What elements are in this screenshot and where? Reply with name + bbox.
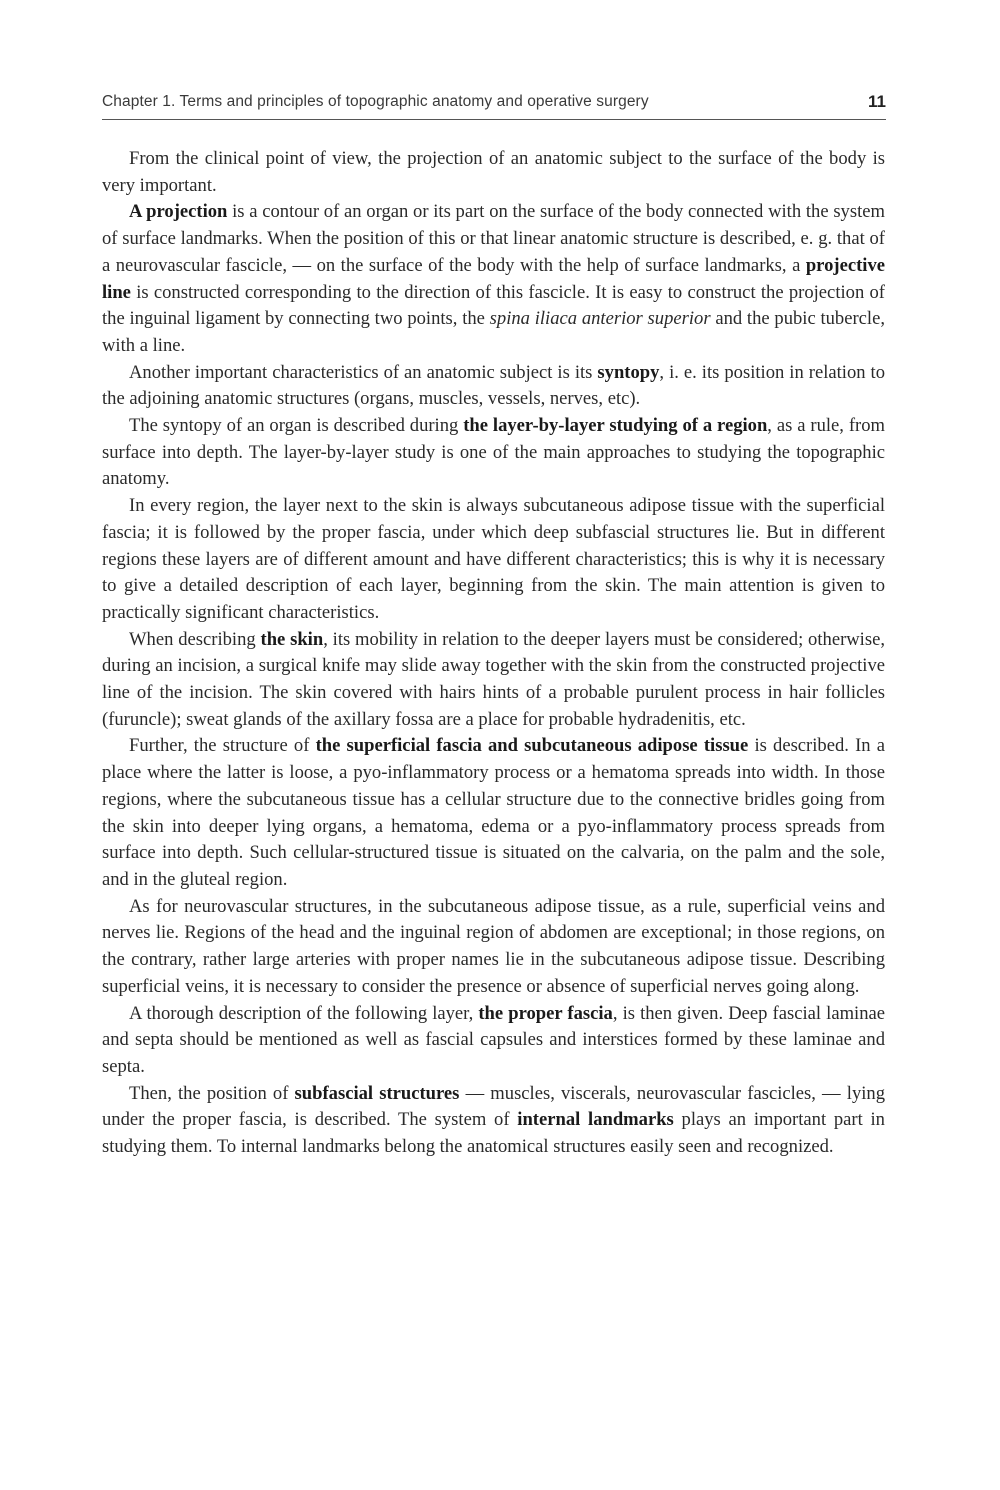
bold-term: the proper fascia	[478, 1002, 613, 1024]
text-run: Then, the position of	[129, 1082, 295, 1104]
bold-term: the skin	[260, 628, 324, 650]
bold-term: subfascial structures	[294, 1082, 460, 1104]
italic-term: spina iliaca anterior superior	[489, 308, 711, 330]
text-run: plays an important part in studying them. To internal landmarks belong the anatomical structures easily seen and recognized.	[102, 1109, 885, 1158]
paragraph	[102, 894, 885, 1001]
bold-term: the layer-by-layer studying of a region	[463, 415, 768, 437]
paragraph	[102, 493, 885, 627]
page-number: 11	[868, 92, 886, 111]
text-run: Another important characteristics of an anatomic subject is its	[129, 361, 598, 383]
paragraph	[102, 360, 885, 413]
text-run: The syntopy of an organ is described during	[129, 415, 464, 437]
paragraph	[102, 1081, 885, 1161]
text-run: — muscles, viscerals, neurovascular fascicles, — lying under the proper fascia, is described. The system of	[102, 1082, 886, 1131]
bold-term: projective line	[102, 254, 885, 303]
bold-term: syntopy	[597, 361, 660, 383]
text-run: , its mobility in relation to the deeper layers must be considered; otherwise, during an incision, a surgical knife may slide away together with the skin from the constructed projective line of the incision. The skin covered with hairs hints of a probable purulent process in hair follicles (furuncle); sweat glands of the axillary fossa are a place for probable hydradenitis, etc.	[102, 628, 885, 730]
text-run: and the pubic tubercle, with a line.	[102, 308, 885, 356]
text-run: , is then given. Deep fascial laminae and septa should be mentioned as well as fascial capsules and interstices formed by these laminae and septa.	[102, 1002, 885, 1077]
text-run: From the clinical point of view, the projection of an anatomic subject to the surface of the body is very important.	[102, 148, 885, 196]
text-run: , as a rule, from surface into depth. The layer-by-layer study is one of the main approaches to studying the topographic anatomy.	[102, 415, 885, 490]
text-run: is constructed corresponding to the direction of this fascicle. It is easy to construct the projection of the inguinal ligament by connecting two points, the	[102, 281, 885, 330]
text-run: As for neurovascular structures, in the subcutaneous adipose tissue, as a rule, superficial veins and nerves lie. Regions of the head and the inguinal region of abdomen are exceptional; in those regions, on the contrary, rather large arteries with proper names lie in the subcutaneous adipose tissue. Describing superficial veins, it is necessary to consider the presence or absence of superficial nerves going along.	[102, 895, 885, 997]
paragraph	[102, 199, 885, 359]
paragraph	[102, 733, 885, 893]
text-run: Further, the structure of	[129, 735, 316, 757]
text-run: is described. In a place where the latter is loose, a pyo-inflammatory process or a hematoma spreads into width. In those regions, where the subcutaneous tissue has a cellular structure due to the connective bridles going from the skin into deeper lying organs, a hematoma, edema or a pyo-inflammatory process spreads from surface into depth. Such cellular-structured tissue is situated on the calvaria, on the palm and the sole, and in the gluteal region.	[102, 735, 885, 890]
text-run: When describing	[129, 628, 261, 650]
bold-term: A projection	[129, 201, 228, 223]
text-run: A thorough description of the following layer,	[129, 1002, 479, 1024]
body-text	[102, 146, 885, 1161]
paragraph	[102, 627, 885, 734]
paragraph	[102, 1001, 885, 1081]
paragraph	[102, 146, 885, 199]
running-title: Chapter 1. Terms and principles of topographic anatomy and operative surgery	[102, 93, 649, 110]
text-run: is a contour of an organ or its part on the surface of the body connected with the system of surface landmarks. When the position of this or that linear anatomic structure is described, e. g. that of a neurovascular fascicle, — on the surface of the body with the help of surface landmarks, a	[102, 201, 885, 276]
bold-term: the superficial fascia and subcutaneous adipose tissue	[315, 735, 749, 757]
paragraph	[102, 413, 885, 493]
page-header	[102, 93, 886, 120]
text-run: , i. e. its position in relation to the adjoining anatomic structures (organs, muscles, vessels, nerves, etc).	[102, 361, 886, 410]
text-run: In every region, the layer next to the skin is always subcutaneous adipose tissue with the superficial fascia; it is followed by the proper fascia, under which deep subfascial structures lie. But in different regions these layers are of different amount and have different characteristics; this is why it is necessary to give a detailed description of each layer, beginning from the skin. The main attention is given to practically significant characteristics.	[102, 495, 885, 623]
bold-term: internal landmarks	[517, 1109, 674, 1131]
